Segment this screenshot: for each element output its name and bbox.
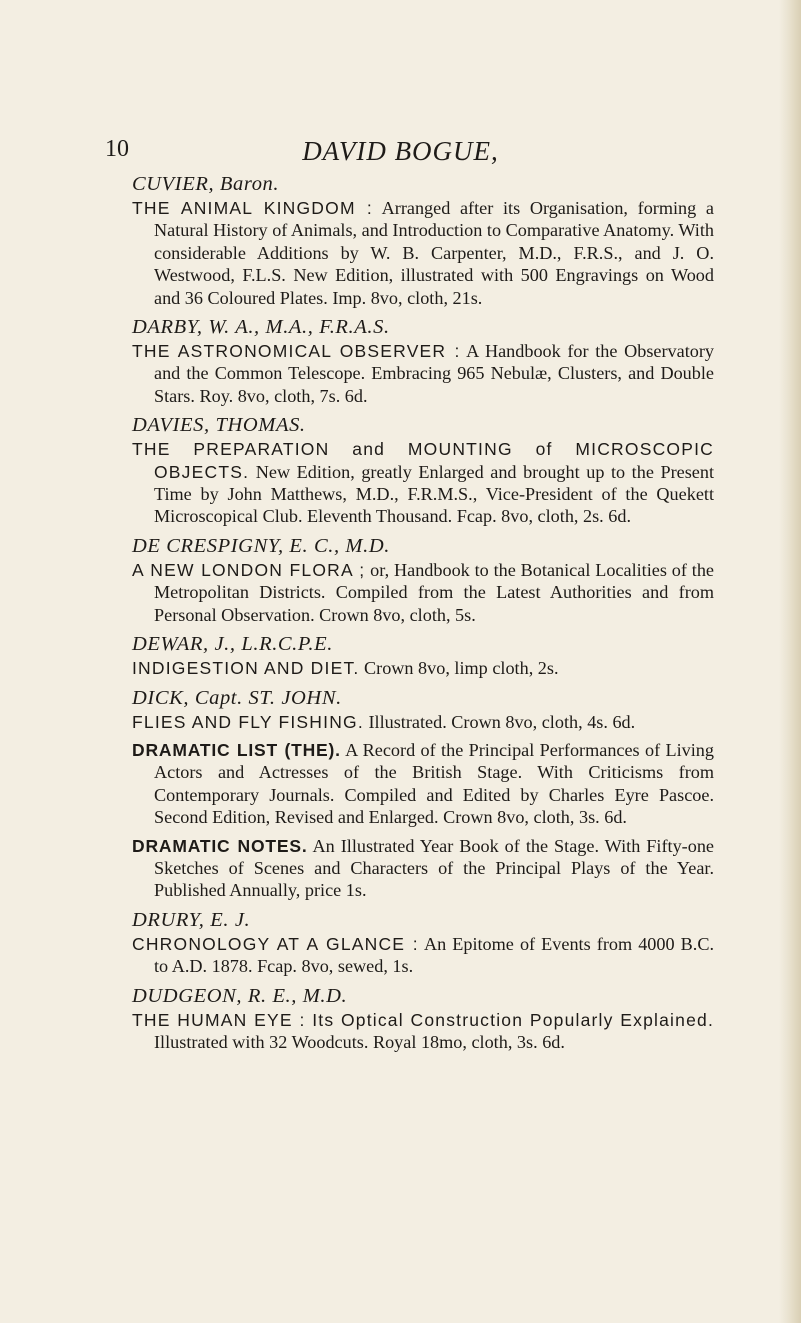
entry-title: THE ASTRONOMICAL OBSERVER : [132, 341, 461, 362]
entry-title: DRAMATIC NOTES. [132, 835, 308, 856]
page-header [0, 136, 801, 176]
entry-description: An Epitome of Events from 4000 B.C. to A.D. 1878. Fcap. 8vo, sewed, 1s. [154, 933, 715, 977]
entry-title: A NEW LONDON FLORA ; [132, 559, 366, 580]
page-edge-shadow [779, 0, 801, 1323]
catalogue-entry [132, 657, 714, 679]
entry-author: DAVIES, THOMAS. [132, 414, 306, 437]
entry-author: DE CRESPIGNY, E. C., M.D. [132, 534, 390, 557]
entry-title: THE HUMAN EYE : Its Optical Construction Popularly Explained. [132, 1009, 714, 1030]
entry-author: DRURY, E. J. [132, 908, 251, 931]
entry-description: Illustrated. Crown 8vo, cloth, 4s. 6d. [368, 711, 636, 732]
entry-author: DUDGEON, R. E., M.D. [132, 984, 348, 1007]
entry-description: or, Handbook to the Botanical Localities of the Metropolitan Districts. Compiled from the Latest Authorities and from Personal Observation. Crown 8vo, cloth, 5s. [154, 559, 714, 625]
catalogue-entry [132, 340, 714, 407]
entry-title: THE PREPARATION and MOUNTING of MICROSCOPIC OBJECTS. [132, 439, 714, 482]
catalogue-list [132, 172, 714, 1059]
entry-description: A Handbook for the Observatory and the Common Telescope. Embracing 965 Nebulæ, Clusters, and Double Stars. Roy. 8vo, cloth, 7s. 6d. [154, 341, 715, 406]
entry-title: FLIES AND FLY FISHING. [132, 711, 364, 732]
catalogue-entry [132, 835, 714, 902]
entry-description: Arranged after its Organisation, forming a Natural History of Animals, and Introduction to Comparative Anatomy. With considerable Additions by W. B. Carpenter, M.D., F.R.S., and J. O. Westwood, F.L.S. New Edition, illustrated with 500 Engravings on Wood and 36 Coloured Plates. Imp. 8vo, cloth, 21s. [154, 198, 714, 308]
entry-title: INDIGESTION AND DIET. [132, 658, 360, 679]
entry-description: An Illustrated Year Book of the Stage. With Fifty-one Sketches of Scenes and Characters of the Principal Plays of the Year. Published Annually, price 1s. [154, 835, 714, 901]
entry-author: DARBY, W. A., M.A., F.R.A.S. [132, 316, 390, 339]
entry-description: A Record of the Principal Performances of Living Actors and Actresses of the British Stage. With Criticisms from Contemporary Journals. Compiled and Edited by Charles Eyre Pascoe. Second Edition, Revised and Enlarged. Crown 8vo, cloth, 3s. 6d. [154, 739, 714, 828]
catalogue-entry [132, 933, 714, 978]
catalogue-entry [132, 438, 714, 528]
running-title: DAVID BOGUE, [302, 136, 499, 166]
entry-title: DRAMATIC LIST (THE). [132, 739, 341, 760]
entry-title: THE ANIMAL KINGDOM : [132, 198, 373, 218]
entry-author: DICK, Capt. ST. JOHN. [132, 686, 342, 709]
entry-author: CUVIER, Baron. [132, 173, 280, 195]
catalogue-entry [132, 711, 714, 733]
catalogue-entry [132, 1009, 714, 1054]
entry-description: New Edition, greatly Enlarged and brought up to the Present Time by John Matthews, M.D., F.R.M.S., Vice-President of the Quekett Microscopical Club. Eleventh Thousand. Fcap. 8vo, cloth, 2s. 6d. [154, 461, 715, 527]
entry-author: DEWAR, J., L.R.C.P.E. [132, 633, 333, 656]
entry-description: Crown 8vo, limp cloth, 2s. [364, 658, 559, 679]
catalogue-entry [132, 197, 714, 309]
entry-description: Illustrated with 32 Woodcuts. Royal 18mo, cloth, 3s. 6d. [154, 1031, 565, 1052]
entry-title: CHRONOLOGY AT A GLANCE : [132, 933, 419, 954]
page-number: 10 [105, 136, 129, 162]
catalogue-entry [132, 739, 714, 829]
catalogue-entry [132, 559, 714, 626]
